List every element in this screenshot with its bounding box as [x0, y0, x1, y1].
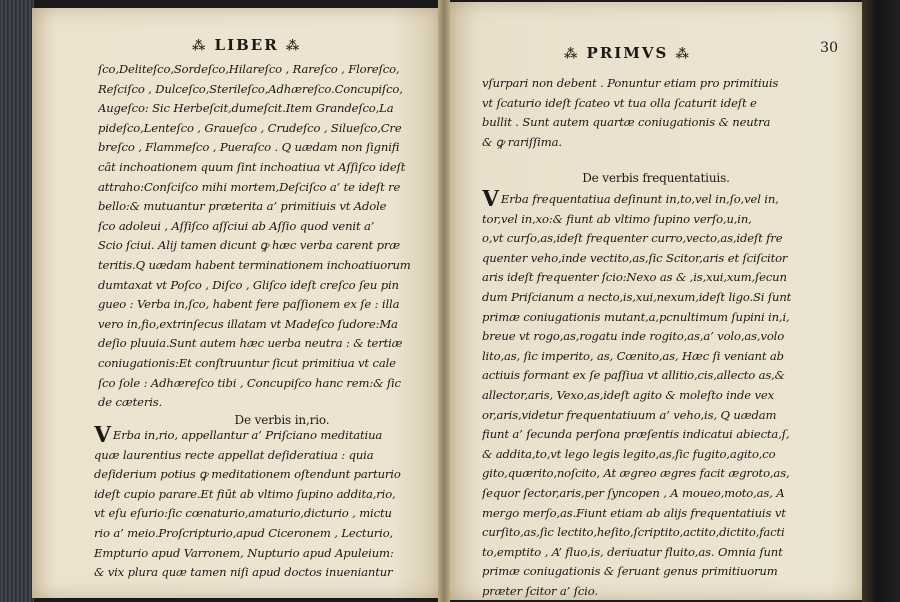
- left-section-heading: De verbis in,rio.: [234, 413, 330, 427]
- fleuron-ornament: ⁂: [675, 47, 691, 62]
- drop-initial: V: [482, 190, 499, 210]
- text-line: ſco adoleui , Aſſiſco aſſciui ab Aſſio quod venit a’: [98, 218, 375, 233]
- text-line: quenter veho,inde vectito,as,ſic Scitor,aris et ſciſcitor: [482, 250, 788, 265]
- book-gutter: [438, 0, 450, 602]
- text-line: allector,aris, Vexo,as,ideſt agito & moleſto inde vex: [482, 387, 774, 402]
- text-line: V Erba frequentatiua deſinunt in,to,vel in,ſo,vel in,: [482, 190, 779, 210]
- text-line: to,emptito , A’ fluo,is, deriuatur fluito,as. Omnia ſunt: [482, 544, 783, 559]
- text-line: pideſco,Lenteſco , Graueſco , Crudeſco , Siluеſco,Cre: [98, 120, 402, 135]
- text-line: ideſt cupio parare.Et fiūt ab vltimo ſupino addita,rio,: [94, 486, 396, 501]
- text-line: vero in,fio,extrinſecus illatam vt Madeſco ſudore:Ma: [98, 316, 398, 331]
- book-spine-edge: [0, 0, 34, 602]
- right-page: [446, 2, 864, 600]
- text-line: tor,vel in,xo:& fiunt ab vltimo ſupino verſo,u,in,: [482, 211, 752, 226]
- text-line: Augeſco: Sic Herbeſcit,dumeſcit.Item Grandeſco,La: [98, 101, 394, 116]
- text-line: bello:& mutuantur præterita a’ primitiuis vt Adole: [98, 199, 387, 214]
- text-line: or,aris,videtur frequentatiuum a’ veho,is, Q uædam: [482, 407, 777, 422]
- text-line: curſito,as,ſic lectito,heſito,ſcriptito,actito,dictito,facti: [482, 525, 785, 540]
- right-text-block: [482, 74, 778, 152]
- text-line: aris ideſt frequenter ſcio:Nexo as & ,is,xui,xum,ſecun: [482, 270, 787, 285]
- text-line: ſco ſole : Adhæreſco tibi , Concupiſco hanc rem:& ſic: [98, 375, 401, 390]
- text-line: coniugationis:Et conſtruuntur ſicut primitiua vt cale: [98, 355, 396, 370]
- left-running-head: [192, 36, 301, 54]
- text-line: primæ coniugationis mutant,a,pcnultimum ſupini in,i,: [482, 309, 790, 324]
- text-line: cāt inchoationem quum ſint inchoatiua vt Aſſiſco ideſt: [98, 159, 406, 174]
- running-head-title: PRIMVS: [586, 44, 669, 62]
- text-line: Scio ſciui. Alij tamen dicunt ꝙ hæc verba carent præ: [98, 238, 400, 253]
- text-line: rio a’ meio.Proſcripturio,apud Ciceronem , Lecturio,: [94, 525, 394, 540]
- text-line: V Erba in,rio, appellantur a’ Priſciano meditatiua: [94, 426, 383, 446]
- fleuron-ornament: ⁂: [285, 39, 302, 54]
- text-line: ſequor ſector,aris,per ſyncopen , A moueo,moto,as, A: [482, 485, 785, 500]
- text-line: quæ laurentius recte appellat deſideratiua : quia: [94, 447, 374, 462]
- text-line: o,vt curſo,as,ideſt frequenter curro,vecto,as,ideſt fre: [482, 231, 783, 246]
- drop-initial: V: [94, 426, 111, 446]
- folio-number: 30: [820, 40, 838, 56]
- text-line: Empturio apud Varronem, Nupturio apud Apuleium:: [94, 545, 394, 560]
- text-line: Reſciſco , Dulceſco,Sterileſco,Adhæreſco.Concupiſco,: [98, 81, 403, 96]
- text-line: gueo : Verba in,ſco, habent fere paſſionem ex ſe : illa: [98, 297, 400, 312]
- text-line: mergo merſo,as.Fiunt etiam ab alijs frequentatiuis vt: [482, 505, 786, 520]
- left-text-block: [98, 60, 411, 413]
- text-line: actiuis formant ex ſe paſſiua vt allitio,cis,allecto as,&: [482, 368, 785, 383]
- text-line: deſiderium potius ꝙ meditationem oſtendunt parturio: [94, 467, 401, 482]
- text-line: primæ coniugationis & ſeruant genus primitiuorum: [482, 564, 778, 579]
- fleuron-ornament: ⁂: [192, 39, 208, 54]
- text-line: dum Priſcianum a necto,is,xui,nexum,ideſt ligo.Si ſunt: [482, 289, 792, 304]
- text-line: dumtaxat vt Poſco , Diſco , Gliſco ideſt creſco ſeu pin: [98, 277, 399, 292]
- text-line: teritis.Q uædam habent terminationem inchoatiuorum: [98, 257, 411, 272]
- text-line: vt ſcaturio ideſt ſcateo vt tua olla ſcaturit ideſt e: [482, 95, 757, 110]
- book-cover-edge: [862, 0, 900, 602]
- text-line: vt eſu eſurio:ſic cœnaturio,amaturio,dicturio , mictu: [94, 506, 392, 521]
- left-page: [32, 8, 442, 598]
- running-head-title: LIBER: [214, 36, 279, 54]
- text-line: & addita,to,vt lego legis legito,as,ſic fugito,agito,co: [482, 446, 776, 461]
- text-line: & ꝙ rariſſima.: [482, 134, 562, 149]
- text-line: præter ſcitor a’ ſcio.: [482, 583, 598, 598]
- right-text-block-2: [482, 190, 791, 600]
- text-line: lito,as, ſic imperito, as, Cœnito,as, Hæc ſi veniant ab: [482, 348, 784, 363]
- text-line: bullit . Sunt autem quartæ coniugationis & neutra: [482, 115, 771, 130]
- right-section-heading: De verbis frequentatiuis.: [582, 171, 730, 185]
- text-line: ſco,Deliteſco,Sordeſco,Hilareſco , Rareſco , Floreſco,: [98, 62, 400, 76]
- text-line: de cæteris.: [98, 395, 163, 410]
- text-line: deſio pluuia.Sunt autem hæc uerba neutra : & tertiæ: [98, 336, 403, 351]
- left-text-block-2: [94, 426, 401, 583]
- text-line: & vix plura quæ tamen niſi apud doctos inueniantur: [94, 565, 393, 580]
- text-line: vſurpari non debent . Ponuntur etiam pro primitiuis: [482, 76, 779, 90]
- text-line: fiunt a’ ſecunda perſona præſentis indicatui abiecta,ſ,: [482, 427, 790, 442]
- fleuron-ornament: ⁂: [564, 47, 580, 62]
- text-line: gito,quærito,noſcito, At ægreo ægres facit ægroto,as,: [482, 466, 790, 481]
- text-line: breue vt rogo,as,rogatu inde rogito,as,a’ volo,as,volo: [482, 329, 785, 344]
- right-running-head: [564, 44, 691, 62]
- text-line: breſco , Flammeſco , Pueraſco . Q uædam non ſignifi: [98, 140, 400, 155]
- text-line: attraho:Conſciſco mihi mortem,Deſciſco a’ te ideſt re: [98, 179, 401, 194]
